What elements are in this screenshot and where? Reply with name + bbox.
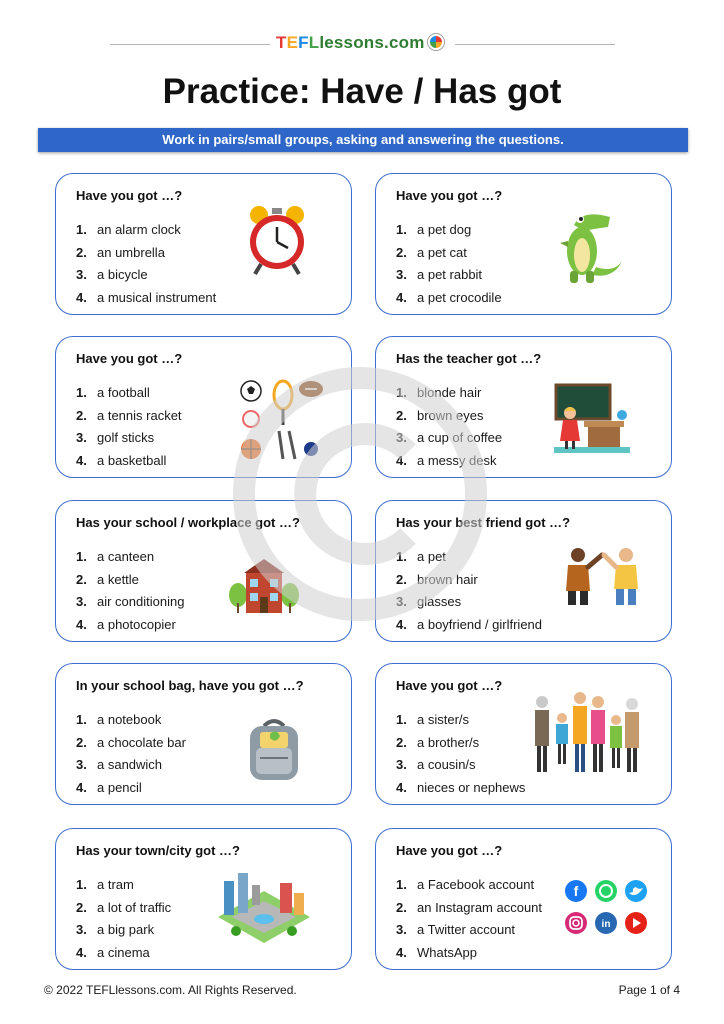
logo-divider-right: [455, 44, 615, 45]
list-item: 1. a pet dog: [396, 222, 472, 237]
item-text: a pet cat: [417, 244, 467, 260]
list-item: 1. a canteen: [76, 549, 155, 564]
list-item: 3. a pet rabbit: [396, 267, 483, 282]
logo-letter-e: E: [286, 33, 299, 52]
card-question: Have you got …?: [76, 188, 183, 203]
list-item: 3. glasses: [396, 594, 462, 609]
item-text: a chocolate bar: [97, 734, 186, 750]
card-list: [76, 219, 216, 309]
item-text: a boyfriend / girlfriend: [417, 616, 543, 632]
school-building-icon: [228, 555, 300, 615]
list-item: 4. WhatsApp: [396, 944, 477, 960]
list-item: 1. an alarm clock: [76, 222, 181, 237]
item-text: a photocopier: [97, 616, 176, 632]
list-item: 1. a sister/s: [396, 712, 470, 727]
footer-copyright: © 2022 TEFLlessons.com. All Rights Reserved.: [44, 983, 297, 997]
instagram-icon: [565, 912, 587, 934]
logo-divider-left: [110, 44, 270, 45]
list-item: 3. a Twitter account: [396, 922, 516, 937]
instructions-banner: Work in pairs/small groups, asking and answering the questions.: [38, 128, 688, 152]
item-text: a sister/s: [417, 712, 470, 727]
youtube-icon: [625, 912, 647, 934]
item-text: blonde hair: [417, 385, 482, 400]
list-item: 2. brown eyes: [396, 407, 484, 423]
footer-page-number: Page 1 of 4: [618, 983, 680, 997]
item-text: a bicycle: [97, 267, 148, 282]
twitter-icon: [625, 880, 647, 902]
question-card: [55, 663, 352, 805]
social-icons-group: [564, 879, 648, 937]
card-list: [76, 382, 182, 472]
question-card: [375, 500, 672, 642]
item-text: a messy desk: [417, 452, 497, 468]
question-card: [375, 173, 672, 315]
item-text: a tram: [97, 877, 134, 892]
item-text: a Twitter account: [417, 922, 516, 937]
item-text: a Facebook account: [417, 877, 535, 892]
list-item: 2. a pet cat: [396, 244, 467, 260]
item-text: air conditioning: [97, 594, 185, 609]
list-item: 3. a cup of coffee: [396, 430, 503, 445]
item-text: glasses: [417, 594, 462, 609]
item-text: a pet dog: [417, 222, 472, 237]
svg-text:in: in: [601, 919, 611, 930]
list-item: 3. air conditioning: [76, 594, 185, 609]
card-list: [76, 874, 171, 964]
friends-highfive-icon: [560, 545, 646, 607]
item-text: a sandwich: [97, 757, 163, 772]
logo-letter-l: L: [308, 33, 320, 52]
list-item: 4. a musical instrument: [76, 289, 217, 305]
card-question: Has your best friend got …?: [396, 515, 571, 530]
item-text: a basketball: [97, 452, 167, 468]
alarm-clock-icon: [239, 204, 315, 276]
list-item: 1. a pet: [396, 549, 446, 564]
logo-letter-f: F: [298, 33, 309, 52]
item-text: a notebook: [97, 712, 162, 727]
question-card: [375, 336, 672, 478]
list-item: 2. a lot of traffic: [76, 899, 172, 915]
list-item: 3. golf sticks: [76, 430, 155, 445]
list-item: 4. a cinema: [76, 944, 150, 960]
card-list: [396, 874, 542, 964]
list-item: 3. a sandwich: [76, 757, 163, 772]
question-card: [55, 828, 352, 970]
item-text: WhatsApp: [417, 944, 477, 960]
crocodile-icon: [552, 207, 624, 287]
list-item: 2. a tennis racket: [76, 407, 182, 423]
list-item: 4. a photocopier: [76, 616, 176, 632]
question-card: [55, 173, 352, 315]
list-item: 2. a chocolate bar: [76, 734, 186, 750]
item-text: nieces or nephews: [417, 779, 526, 795]
facebook-icon: [565, 880, 587, 902]
question-card: [55, 336, 352, 478]
item-text: a cup of coffee: [417, 430, 503, 445]
list-item: 4. a messy desk: [396, 452, 497, 468]
list-item: 4. a boyfriend / girlfriend: [396, 616, 543, 632]
card-list: [76, 709, 186, 799]
card-list: [396, 709, 525, 799]
list-item: 1. a football: [76, 385, 150, 400]
logo-letter-t: T: [276, 33, 287, 52]
list-item: 2. brown hair: [396, 571, 478, 587]
teacher-classroom-icon: [554, 383, 630, 457]
item-text: an umbrella: [97, 244, 165, 260]
item-text: a musical instrument: [97, 289, 217, 305]
list-item: 1. a tram: [76, 877, 134, 892]
card-question: Has your town/city got …?: [76, 843, 240, 858]
item-text: a pet crocodile: [417, 289, 502, 305]
whatsapp-icon: [595, 880, 617, 902]
page-title: Practice: Have / Has got: [162, 72, 562, 111]
list-item: 4. a basketball: [76, 452, 167, 468]
sports-balls-icon: [239, 377, 325, 463]
list-item: 1. a Facebook account: [396, 877, 535, 892]
question-card: [375, 663, 672, 805]
item-text: a brother/s: [417, 734, 480, 750]
item-text: brown hair: [417, 571, 478, 587]
svg-text:f: f: [573, 883, 579, 899]
item-text: a cinema: [97, 944, 150, 960]
logo-text: lessons.com: [319, 33, 425, 52]
card-question: Have you got …?: [396, 843, 503, 858]
card-list: [396, 219, 502, 309]
question-card: [55, 500, 352, 642]
list-item: 1. a notebook: [76, 712, 162, 727]
linkedin-icon: [595, 912, 617, 934]
card-list: [396, 382, 502, 472]
list-item: 4. a pencil: [76, 779, 142, 795]
item-text: golf sticks: [97, 430, 155, 445]
card-question: Have you got …?: [76, 351, 183, 366]
item-text: a lot of traffic: [97, 899, 172, 915]
family-icon: [530, 688, 642, 776]
item-text: an Instagram account: [417, 899, 543, 915]
card-question: Has your school / workplace got …?: [76, 515, 300, 530]
site-logo: [276, 33, 444, 53]
item-text: a pet: [417, 549, 446, 564]
item-text: a tennis racket: [97, 407, 182, 423]
list-item: 2. an Instagram account: [396, 899, 543, 915]
city-map-icon: [216, 869, 312, 965]
list-item: 3. a bicycle: [76, 267, 148, 282]
list-item: 4. nieces or nephews: [396, 779, 526, 795]
item-text: a cousin/s: [417, 757, 476, 772]
item-text: a canteen: [97, 549, 155, 564]
list-item: 2. a brother/s: [396, 734, 480, 750]
card-question: Has the teacher got …?: [396, 351, 542, 366]
backpack-icon: [246, 716, 302, 782]
globe-icon: [428, 34, 444, 50]
card-question: Have you got …?: [396, 678, 503, 693]
card-question: Have you got …?: [396, 188, 503, 203]
item-text: an alarm clock: [97, 222, 181, 237]
list-item: 4. a pet crocodile: [396, 289, 502, 305]
card-question: In your school bag, have you got …?: [76, 678, 304, 693]
logo-row: [0, 33, 724, 57]
item-text: a kettle: [97, 571, 139, 587]
card-list: [76, 546, 184, 636]
list-item: 1. blonde hair: [396, 385, 482, 400]
list-item: 2. a kettle: [76, 571, 139, 587]
list-item: 2. an umbrella: [76, 244, 165, 260]
item-text: a pencil: [97, 779, 142, 795]
question-card: [375, 828, 672, 970]
item-text: a football: [97, 385, 150, 400]
list-item: 3. a cousin/s: [396, 757, 476, 772]
item-text: a pet rabbit: [417, 267, 483, 282]
item-text: a big park: [97, 922, 155, 937]
list-item: 3. a big park: [76, 922, 155, 937]
item-text: brown eyes: [417, 407, 484, 423]
card-list: [396, 546, 542, 636]
